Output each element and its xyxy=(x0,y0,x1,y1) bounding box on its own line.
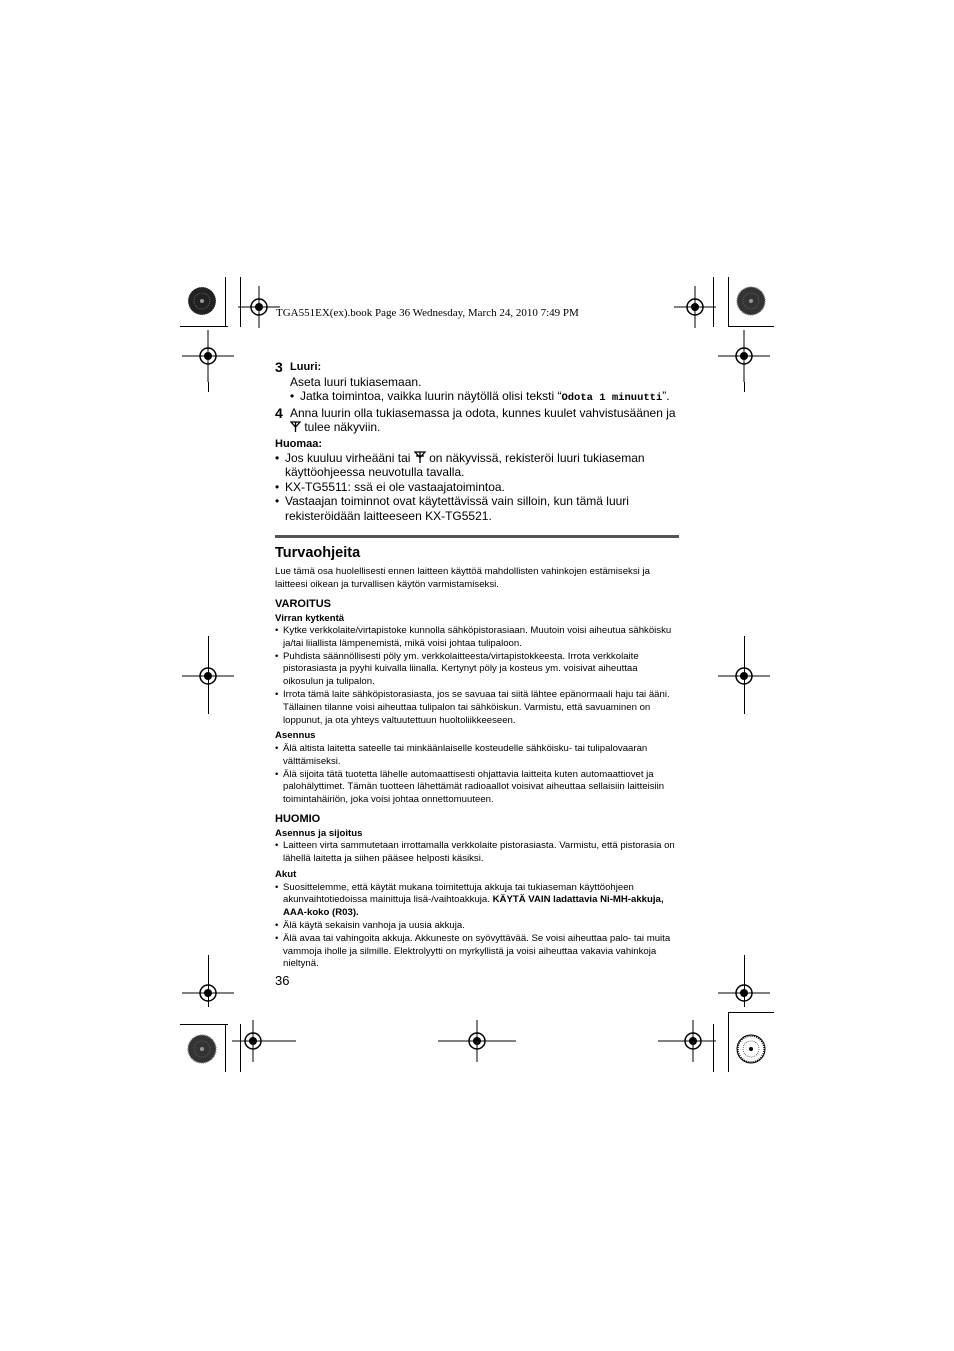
page-content xyxy=(275,360,679,971)
star-target-icon xyxy=(187,286,217,316)
registration-mark-icon xyxy=(182,650,234,702)
note-heading: Huomaa: xyxy=(275,437,323,450)
list-item: • Jatka toimintoa, vaikka luurin näytöllä olisi teksti “Odota 1 minuutti”. xyxy=(290,389,679,406)
warning-heading: VAROITUS xyxy=(275,597,332,610)
registration-mark-icon xyxy=(718,330,770,382)
star-target-icon xyxy=(736,286,766,316)
star-target-icon xyxy=(187,1034,217,1064)
step-number: 3 xyxy=(275,359,283,375)
list-item: • Älä altista laitetta sateelle tai minkäänlaiselle kosteudelle sähköisku- tai tulipalovaaran välttämiseksi. xyxy=(275,743,679,769)
subheading: Virran kytkentä xyxy=(275,612,345,624)
subheading: Asennus ja sijoitus xyxy=(275,827,363,839)
registration-mark-icon xyxy=(238,286,280,328)
section-divider xyxy=(275,535,679,538)
registration-mark-icon xyxy=(232,1020,296,1062)
step-4: 4 Anna luurin olla tukiasemassa ja odota, kunnes kuulet vahvistusäänen ja tulee näkyviin. xyxy=(275,404,676,434)
registration-mark-icon xyxy=(182,330,234,382)
list-item: • Irrota tämä laite sähköpistorasiasta, jos se savuaa tai siitä lähtee epänormaali haju tai ääni. Tällainen tilanne voisi aiheuttaa tulipalon tai sähköiskun. Varmistu, että savuaminen on loppunut, ja ota yhteys valtuutettuun huoltoliikkeeseen. xyxy=(275,689,679,727)
list-item: • Älä sijoita tätä tuotetta lähelle automaattisesti ohjattavia laitteita kuten automaattiovet ja palohälyttimet. Tämän tuotteen lähettämät radioaallot voisivat aiheuttaa sellaisiin laitteisiin toimintahäiriön, joka voisi johtaa onnettomuuteen. xyxy=(275,769,679,807)
display-text: Odota 1 minuutti xyxy=(561,392,663,404)
list-item: • Kytke verkkolaite/virtapistoke kunnolla sähköpistorasiaan. Muutoin voisi aiheutua sähköisku ja/tai liiallista lämpenemistä, mikä voisi johtaa tulipaloon. xyxy=(275,625,679,651)
subheading: Akut xyxy=(275,869,297,881)
book-header-info: TGA551EX(ex).book Page 36 Wednesday, March 24, 2010 7:49 PM xyxy=(276,307,579,319)
registration-mark-icon xyxy=(718,967,770,1019)
registration-mark-icon xyxy=(674,286,716,328)
list-item: • Laitteen virta sammutetaan irrottamalla verkkolaite pistorasiasta. Varmistu, että pistorasia on lähellä laitetta ja siihen pääsee helposti käsiksi. xyxy=(275,840,679,866)
list-item: • Jos kuuluu virheääni tai on näkyvissä, rekisteröi luuri tukiaseman käyttöohjeessa neuvotulla tavalla. xyxy=(275,451,679,480)
list-item: • Älä avaa tai vahingoita akkuja. Akkuneste on syövyttävää. Se voisi aiheuttaa palo- tai muita vammoja iholle ja silmille. Elektrolyytti on myrkyllistä ja voisi aiheuttaa vakavia vahinkoja nieltynä. xyxy=(275,933,679,971)
section-intro: Lue tämä osa huolellisesti ennen laitteen käyttöä mahdollisten vahinkojen estämiseksi ja laitteesi oikean ja turvallisen käytön varmistamiseksi. xyxy=(275,566,650,590)
registration-mark-icon xyxy=(718,650,770,702)
step-title: Luuri: xyxy=(290,361,322,373)
list-item: • Puhdista säännöllisesti pöly ym. verkkolaitteesta/virtapistokkeesta. Irrota verkkolaite pistorasiasta ja pyyhi kuivalla liinalla. Kertynyt pöly ja kosteus ym. voisivat aiheuttaa oikosulun ja tulipalon. xyxy=(275,651,679,689)
list-item: • KX-TG5511: ssä ei ole vastaajatoimintoa. xyxy=(275,480,679,495)
antenna-icon xyxy=(290,421,301,432)
step-text: Aseta luuri tukiasemaan. xyxy=(290,374,422,389)
caution-heading: HUOMIO xyxy=(275,812,321,825)
antenna-error-icon xyxy=(414,451,426,463)
list-item: • Suosittelemme, että käytät mukana toimitettuja akkuja tai tukiaseman käyttöohjeen akunvaihtotiedoissa mainittuja lisä-/vaihtoakkuja. KÄYTÄ VAIN ladattavia Ni-MH-akkuja, AAA-koko (R03). xyxy=(275,882,679,920)
registration-mark-icon xyxy=(438,1020,516,1062)
registration-mark-icon xyxy=(182,967,234,1019)
registration-mark-icon xyxy=(658,1020,716,1062)
step-number: 4 xyxy=(275,404,283,421)
list-item: • Älä käytä sekaisin vanhoja ja uusia akkuja. xyxy=(275,920,679,933)
section-title: Turvaohjeita xyxy=(275,545,361,561)
subheading: Asennus xyxy=(275,730,316,742)
star-target-icon xyxy=(736,1034,766,1064)
step-3 xyxy=(275,360,679,406)
list-item: • Vastaajan toiminnot ovat käytettävissä vain silloin, kun tämä luuri rekisteröidään laitteeseen KX-TG5521. xyxy=(275,494,679,523)
page-number: 36 xyxy=(275,973,290,988)
